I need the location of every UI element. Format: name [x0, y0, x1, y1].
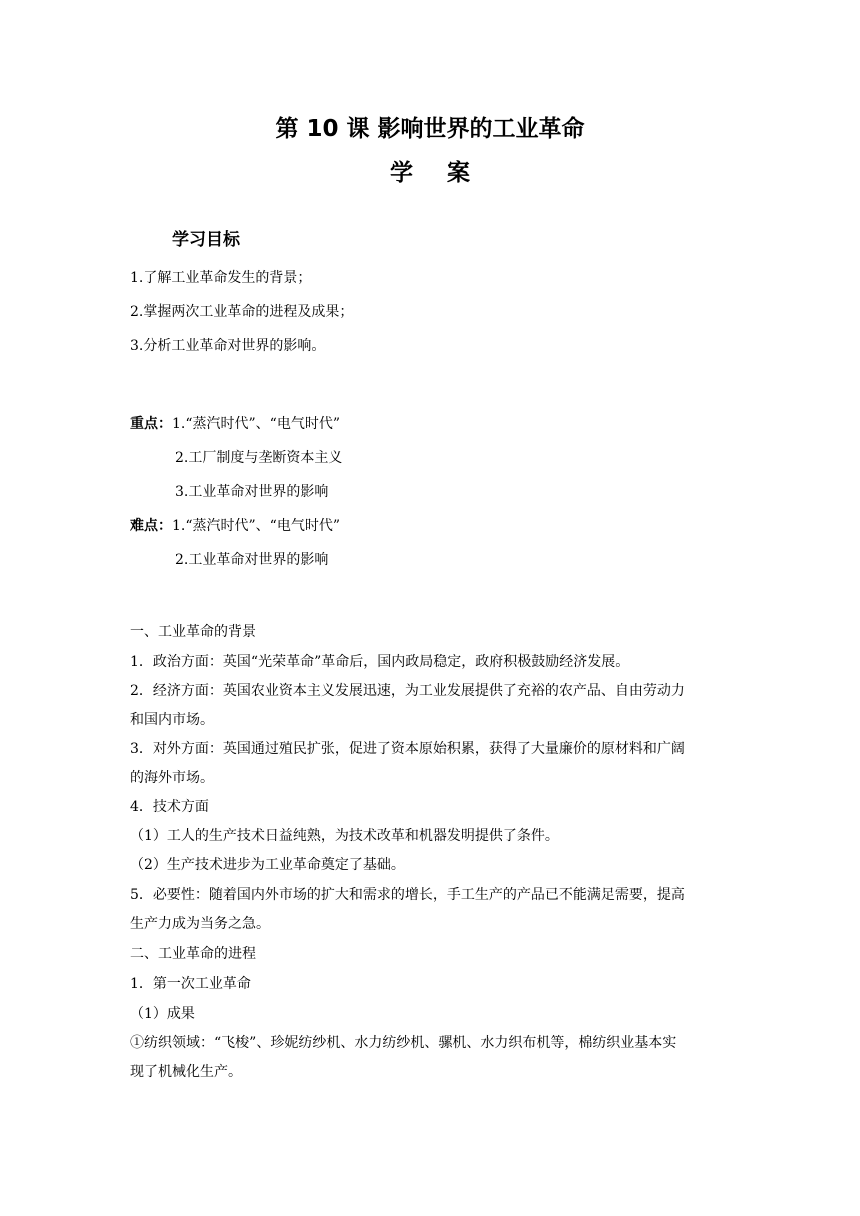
body-line: 3．对外方面：英国通过殖民扩张，促进了资本原始积累，获得了大量廉价的原材料和广阔 — [130, 741, 685, 757]
key-point-item: 3.工业革命对世界的影响 — [175, 484, 329, 500]
difficult-points-row — [130, 516, 340, 536]
body-line: 1．第一次工业革命 — [130, 976, 251, 992]
body-line: 2．经济方面：英国农业资本主义发展迅速，为工业发展提供了充裕的农产品、自由劳动力 — [130, 683, 685, 699]
objective-item: 3.分析工业革命对世界的影响。 — [130, 338, 326, 354]
section-heading: 一、工业革命的背景 — [130, 624, 256, 640]
page-subtitle: 学案 — [390, 160, 504, 186]
body-line: 和国内市场。 — [130, 712, 214, 728]
difficult-point-item: 1.“蒸汽时代”、“电气时代” — [172, 518, 340, 534]
body-line: 1．政治方面：英国“光荣革命”革命后，国内政局稳定，政府积极鼓励经济发展。 — [130, 654, 630, 670]
difficult-point-item: 2.工业革命对世界的影响 — [175, 552, 329, 568]
key-points-label: 重点： — [130, 416, 172, 432]
body-line: 现了机械化生产。 — [130, 1064, 242, 1080]
objectives-heading: 学习目标 — [172, 230, 240, 250]
body-line: ①纺织领域：“飞梭”、珍妮纺纱机、水力纺纱机、骡机、水力织布机等，棉纺织业基本实 — [130, 1035, 677, 1051]
body-line: 4．技术方面 — [130, 799, 209, 815]
body-line: （1）成果 — [130, 1006, 195, 1022]
body-line: 生产力成为当务之急。 — [130, 916, 270, 932]
page-title: 第 10 课 影响世界的工业革命 — [275, 116, 585, 142]
difficult-points-label: 难点： — [130, 518, 172, 534]
body-line: 的海外市场。 — [130, 770, 214, 786]
section-heading: 二、工业革命的进程 — [130, 946, 256, 962]
key-point-item: 1.“蒸汽时代”、“电气时代” — [172, 416, 340, 432]
body-line: 5．必要性：随着国内外市场的扩大和需求的增长，手工生产的产品已不能满足需要，提高 — [130, 887, 685, 903]
body-line: （2）生产技术进步为工业革命奠定了基础。 — [130, 857, 405, 873]
objective-item: 1.了解工业革命发生的背景； — [130, 270, 312, 286]
key-points-row — [130, 414, 340, 434]
key-point-item: 2.工厂制度与垄断资本主义 — [175, 450, 343, 466]
body-line: （1）工人的生产技术日益纯熟，为技术改革和机器发明提供了条件。 — [130, 828, 559, 844]
objective-item: 2.掌握两次工业革命的进程及成果； — [130, 304, 354, 320]
